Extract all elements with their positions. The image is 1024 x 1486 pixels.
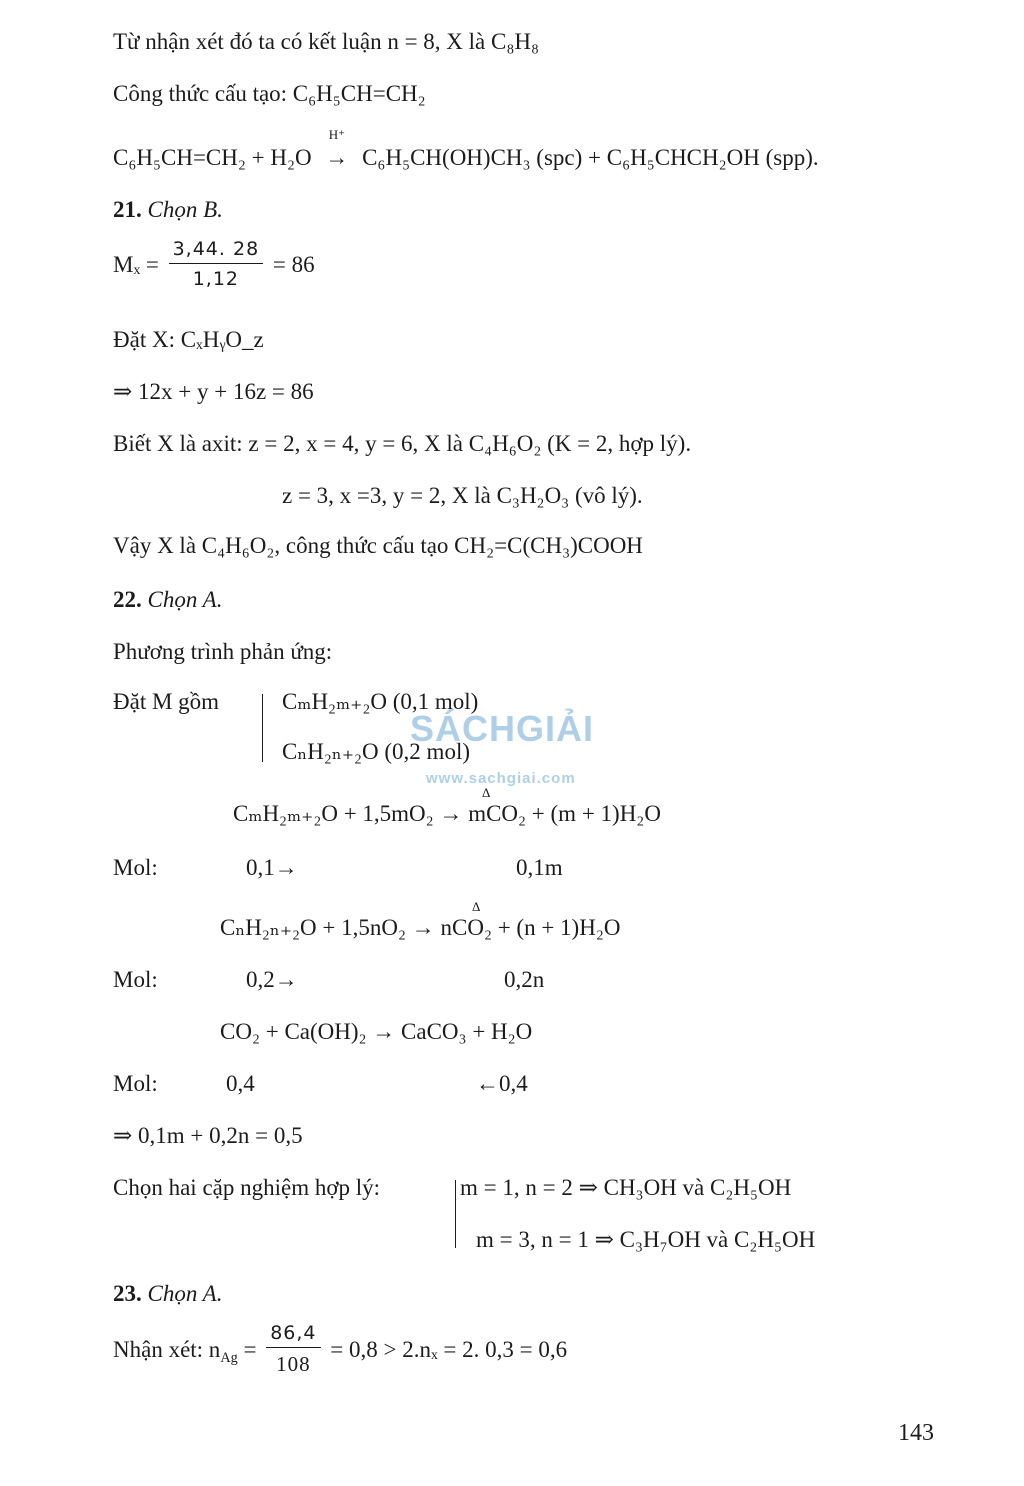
conclusion-21 (113, 534, 643, 557)
solution-pair-2 (476, 1228, 815, 1251)
acid-case-2-text: z = 3, x =3, y = 2, X là C₃H₂O₃ (vô lý). (282, 483, 643, 508)
answer-choice: Chọn A. (147, 1281, 223, 1306)
set-m-text: Đặt M gồm (113, 689, 220, 714)
answer-choice: Chọn A. (147, 587, 223, 612)
equation-right: C₆H₅CH(OH)CH₃ (spc) + C₆H₅CHCH₂OH (spp). (362, 145, 819, 170)
set-x-text: Đặt X: CₓHᵧO_z (113, 327, 264, 352)
component-2-text: CₙH₂ₙ₊₂O (0,2 mol) (282, 739, 470, 764)
question-21-heading (113, 198, 223, 221)
mol-value-right: ←0,4 (476, 1071, 528, 1096)
remark-subscript: Ag (220, 1349, 238, 1366)
fraction-denominator: 1,12 (169, 263, 264, 289)
set-m-label (113, 690, 219, 713)
solution-pair-1 (460, 1176, 791, 1199)
sum-equation (113, 1124, 303, 1147)
reaction-label: Phương trình phản ứng: (113, 639, 333, 664)
fraction-numerator: 86,4 (270, 1322, 317, 1344)
set-x-line (113, 328, 264, 351)
mol-value-left: 0,2→ (246, 967, 298, 992)
equation-text: CₙH₂ₙ₊₂O + 1,5nO₂ → nCO₂ + (n + 1)H₂O (220, 915, 621, 940)
solution-pair-1-text: m = 1, n = 2 ⇒ CH₃OH và C₂H₅OH (460, 1175, 792, 1200)
page-number: 143 (898, 1420, 934, 1446)
watermark-brand: SÁCHGIẢI (410, 708, 595, 749)
solution-brace (455, 1180, 456, 1248)
mol-label: Mol: (113, 855, 158, 880)
catalyst-label: H⁺ (328, 127, 345, 142)
reaction-label-line (113, 640, 332, 663)
sum-equation-text: ⇒ 0,1m + 0,2n = 0,5 (113, 1123, 303, 1148)
reaction-arrow: H⁺ → (325, 127, 349, 170)
remark-equation: Nhận xét: $n_{Ag}$ = $\frac{86,4}{108}$ = 0,8 > 2.nₓ = 2. 0,3 = 0,6 (113, 1322, 568, 1376)
structural-formula-line (113, 82, 426, 105)
component-1-text: CₘH₂ₘ₊₂O (0,1 mol) (282, 689, 479, 714)
heat-symbol: Δ (482, 785, 491, 800)
mass-equation-line (113, 380, 314, 403)
conclusion-text: Từ nhận xét đó ta có kết luận n = 8, X là C₈H₈ (113, 29, 539, 54)
acid-case-2 (282, 484, 643, 507)
question-23-heading (113, 1282, 222, 1305)
heat-symbol: Δ (472, 899, 481, 914)
mol-label: Mol: (113, 967, 158, 992)
question-number: 23. (113, 1281, 142, 1306)
remark-result: = 0,8 > 2.nₓ = 2. 0,3 = 0,6 (330, 1337, 568, 1362)
fraction-numerator: 3,44. 28 (172, 238, 260, 260)
equation-left: C₆H₅CH=CH₂ + H₂O (113, 145, 312, 170)
limewater-equation (220, 1020, 532, 1043)
molar-mass-result: = 86 (272, 252, 315, 277)
mass-equation-text: ⇒ 12x + y + 16z = 86 (113, 379, 314, 404)
molar-mass-equation (113, 240, 315, 289)
conclusion-line (113, 30, 539, 53)
question-number: 21. (113, 197, 142, 222)
pair-label-line (113, 1176, 380, 1199)
watermark-url: www.sachgiai.com (426, 770, 576, 787)
answer-choice: Chọn B. (147, 197, 223, 222)
solution-pair-2-text: m = 3, n = 1 ⇒ C₃H₇OH và C₂H₅OH (476, 1227, 816, 1252)
molar-mass-fraction (169, 240, 264, 289)
conclusion-21-text: Vậy X là C₄H₆O₂, công thức cấu tạo CH₂=C(CH₃)COOH (113, 533, 643, 558)
mol-label: Mol: (113, 1071, 158, 1096)
combustion-equation-n (220, 916, 620, 939)
structural-formula-text: Công thức cấu tạo: C₆H₅CH=CH₂ (113, 81, 426, 106)
combustion-equation-m (233, 802, 661, 825)
mol-value-right: 0,2n (504, 967, 545, 992)
mol-value-right: 0,1m (516, 855, 563, 880)
fraction-denominator: 108 (266, 1347, 320, 1375)
hydration-equation (113, 127, 819, 170)
equation-text: CO₂ + Ca(OH)₂ → CaCO₃ + H₂O (220, 1019, 533, 1044)
remark-fraction (266, 1324, 320, 1375)
pair-label: Chọn hai cặp nghiệm hợp lý: (113, 1175, 381, 1200)
mixture-component-1 (282, 690, 478, 713)
equation-text: CₘH₂ₘ₊₂O + 1,5mO₂ → mCO₂ + (m + 1)H₂O (233, 801, 661, 826)
remark-label: Nhận xét: n (113, 1337, 221, 1362)
mixture-component-2 (282, 740, 470, 763)
question-22-heading (113, 588, 222, 611)
acid-case-1 (113, 432, 691, 455)
molar-mass-label: Mₓ = (113, 252, 159, 277)
acid-case-1-text: Biết X là axit: z = 2, x = 4, y = 6, X là C₄H₆O₂ (K = 2, hợp lý). (113, 431, 692, 456)
mol-value-left: 0,1→ (246, 855, 298, 880)
mol-value-left: 0,4 (226, 1071, 255, 1096)
system-brace (262, 694, 263, 762)
question-number: 22. (113, 587, 142, 612)
